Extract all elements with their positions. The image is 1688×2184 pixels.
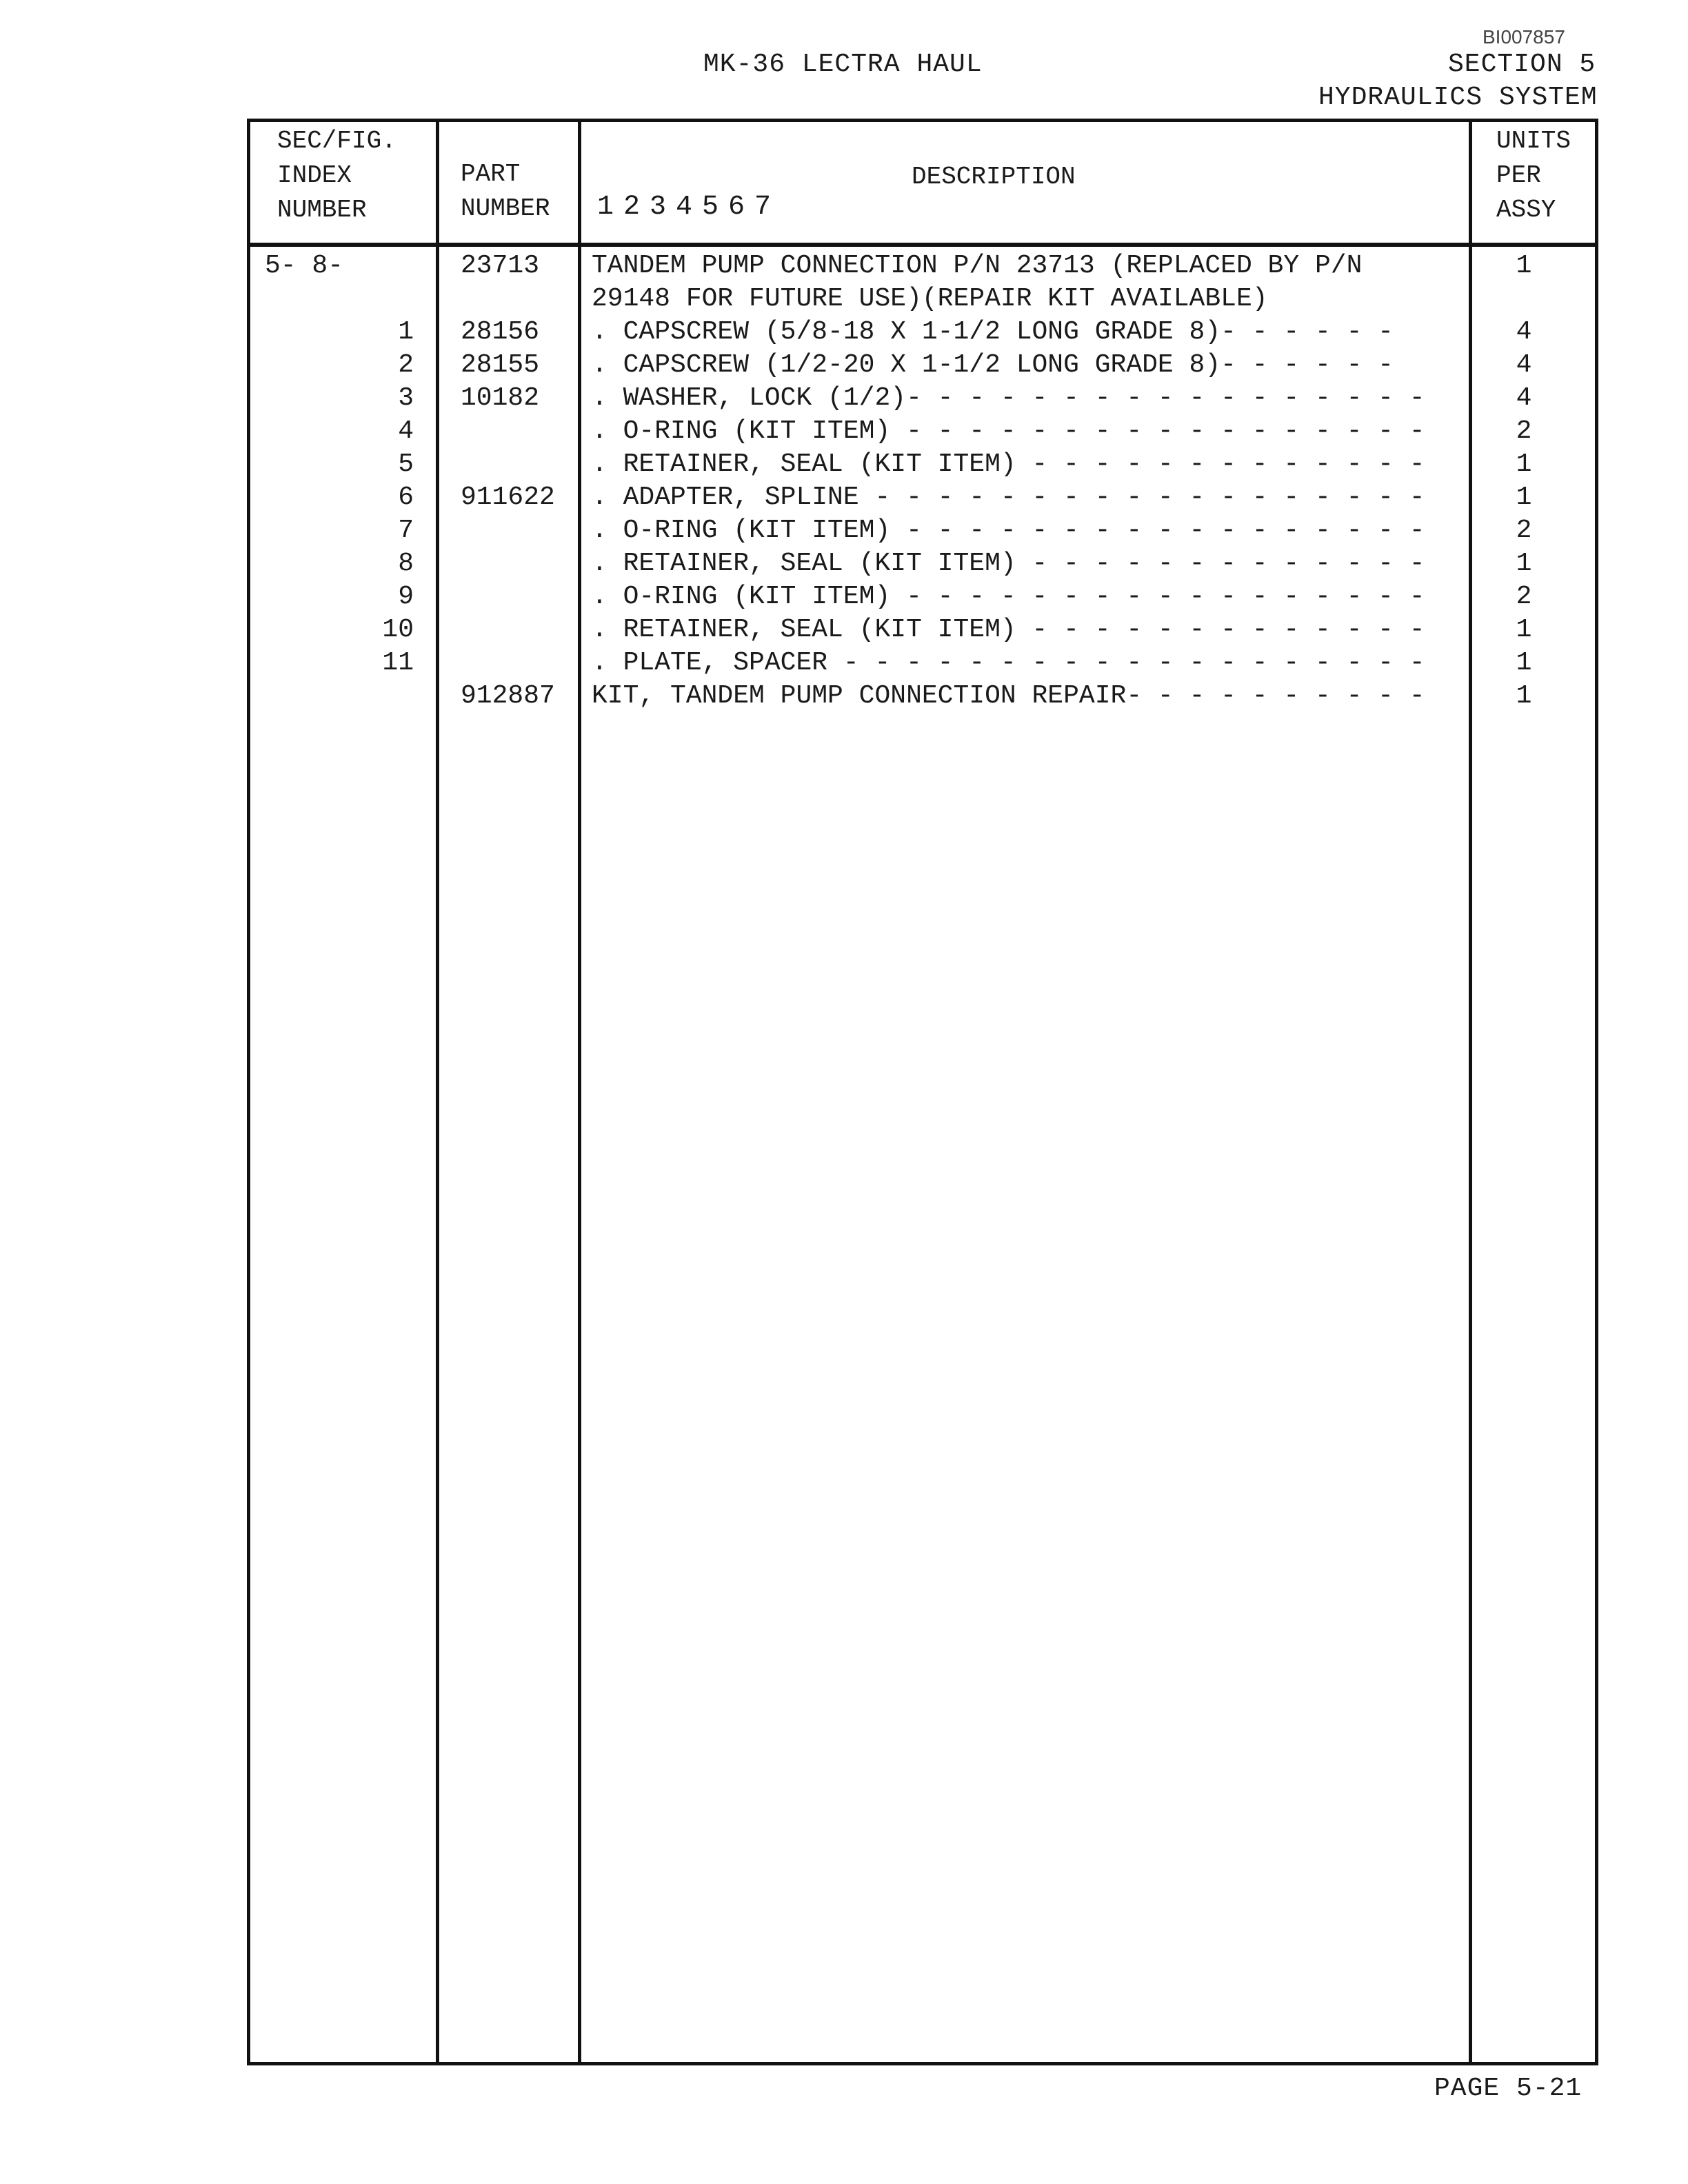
part-description: . PLATE, SPACER - - - - - - - - - - - - - - - - - - - [592,648,1425,678]
indent-level-numbers: 1234567 [597,192,781,223]
units-per-assy: 2 [1516,416,1532,446]
section-name: HYDRAULICS SYSTEM [1318,83,1598,112]
part-description: . O-RING (KIT ITEM) - - - - - - - - - - - - - - - - - [592,582,1425,611]
index-number: 9 [398,582,414,611]
part-number: 28156 [461,317,540,347]
index-number: 10 [382,615,414,645]
part-number: 912887 [461,681,555,711]
part-description: . RETAINER, SEAL (KIT ITEM) - - - - - - - - - - - - - [592,449,1425,479]
units-per-assy: 1 [1516,681,1532,711]
index-number: 1 [398,317,414,347]
index-number: 2 [398,350,414,380]
index-number: 6 [398,483,414,512]
column-divider [1469,119,1472,2065]
document-id: BI007857 [1483,26,1565,48]
index-number: 5 [398,449,414,479]
part-description: . ADAPTER, SPLINE - - - - - - - - - - - - - - - - - - [592,483,1425,512]
index-number: 7 [398,516,414,545]
header-divider [247,243,1598,247]
part-number: 23713 [461,251,540,281]
index-number: 4 [398,416,414,446]
units-per-assy: 1 [1516,449,1532,479]
units-per-assy: 1 [1516,615,1532,645]
units-per-assy: 2 [1516,582,1532,611]
column-header-units-per-assy: UNITS PER ASSY [1496,127,1571,224]
units-per-assy: 1 [1516,251,1532,281]
part-description: . CAPSCREW (1/2-20 X 1-1/2 LONG GRADE 8)- - - - - - [592,350,1394,380]
column-divider [578,119,581,2065]
part-description: . RETAINER, SEAL (KIT ITEM) - - - - - - - - - - - - - [592,615,1425,645]
page-number: PAGE 5-21 [1434,2074,1582,2103]
column-header-index: SEC/FIG. INDEX NUMBER [277,127,396,224]
index-number: 3 [398,383,414,413]
units-per-assy: 2 [1516,516,1532,545]
index-number: 5- 8- [265,251,344,281]
units-per-assy: 4 [1516,317,1532,347]
units-per-assy: 4 [1516,350,1532,380]
column-header-description: DESCRIPTION [912,163,1076,191]
units-per-assy: 4 [1516,383,1532,413]
part-description: KIT, TANDEM PUMP CONNECTION REPAIR- - - - - - - - - - [592,681,1425,711]
part-number: 28155 [461,350,540,380]
units-per-assy: 1 [1516,483,1532,512]
part-number: 911622 [461,483,555,512]
units-per-assy: 1 [1516,549,1532,578]
part-description: . CAPSCREW (5/8-18 X 1-1/2 LONG GRADE 8)- - - - - - [592,317,1394,347]
part-description: . WASHER, LOCK (1/2)- - - - - - - - - - - - - - - - - [592,383,1425,413]
part-description: . RETAINER, SEAL (KIT ITEM) - - - - - - - - - - - - - [592,549,1425,578]
document-title: MK-36 LECTRA HAUL [703,50,983,79]
index-number: 8 [398,549,414,578]
part-number: 10182 [461,383,540,413]
section-number: SECTION 5 [1448,50,1596,79]
index-number: 11 [382,648,414,678]
part-description: . O-RING (KIT ITEM) - - - - - - - - - - - - - - - - - [592,416,1425,446]
part-description: TANDEM PUMP CONNECTION P/N 23713 (REPLACED BY P/N 29148 FOR FUTURE USE)(REPAIR KIT AVAILABLE) [592,251,1363,314]
part-description: . O-RING (KIT ITEM) - - - - - - - - - - - - - - - - - [592,516,1425,545]
column-divider [436,119,439,2065]
units-per-assy: 1 [1516,648,1532,678]
column-header-part-number: PART NUMBER [461,160,550,223]
